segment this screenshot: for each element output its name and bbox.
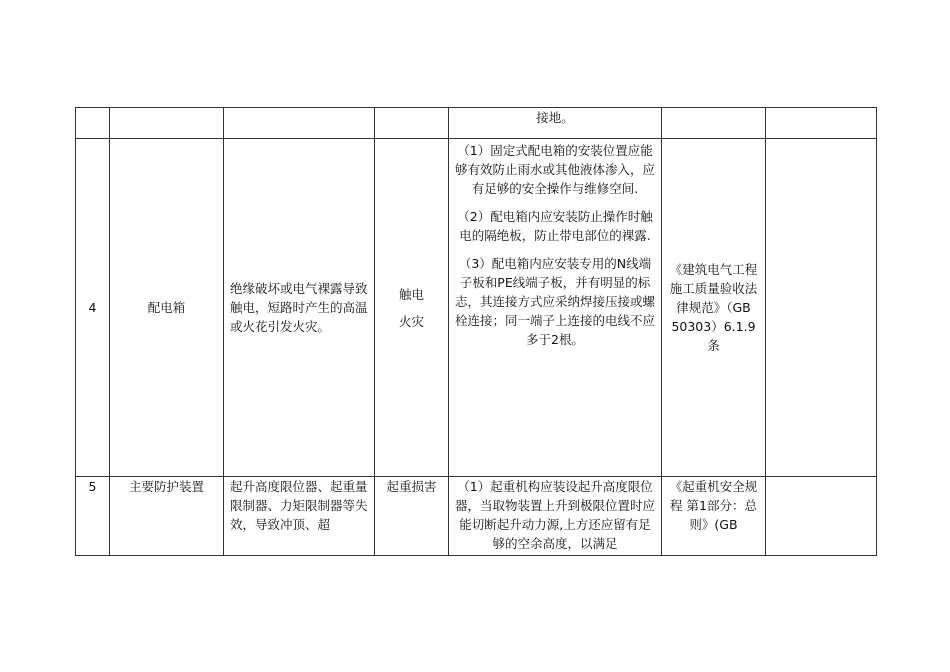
requirement-text: （3）配电箱内应安装专用的N线端子板和PE线端子板，并有明显的标志，其连接方式应采纳焊接压接或螺栓连接；同一端子上连接的电线不应多于2根。 <box>455 256 656 347</box>
cell-cause <box>224 108 375 139</box>
cell-remark <box>766 108 877 139</box>
cell-no: 4 <box>76 139 110 477</box>
cell-cause: 起升高度限位器、起重量限制器、力矩限制器等失效，导致冲顶、超 <box>224 477 375 556</box>
table-row <box>76 108 877 139</box>
table-row <box>76 477 877 556</box>
cell-item <box>110 108 224 139</box>
cell-basis: 《建筑电气工程施工质量验收法律规范》（GB 50303）6.1.9条 <box>662 139 766 477</box>
hazard-table <box>75 107 877 556</box>
hazard-type: 触电 <box>398 286 424 302</box>
cell-basis <box>662 108 766 139</box>
cell-hazard <box>375 108 449 139</box>
cell-cause: 绝缘破坏或电气裸露导致触电，短路时产生的高温或火花引发火灾。 <box>224 139 375 477</box>
cell-requirements <box>449 477 662 556</box>
cell-item: 配电箱 <box>110 139 224 477</box>
cell-basis: 《起重机安全规程 第1部分：总则》(GB <box>662 477 766 556</box>
table-row <box>76 139 877 477</box>
hazard-type: 起重损害 <box>386 479 437 494</box>
requirement-text: （2）配电箱内应安装防止操作时触电的隔绝板，防止带电部位的裸露. <box>457 209 653 243</box>
cell-remark <box>766 139 877 477</box>
cell-hazard <box>375 139 449 477</box>
cell-no: 5 <box>76 477 110 556</box>
cell-item: 主要防护装置 <box>110 477 224 556</box>
cell-no <box>76 108 110 139</box>
cell-hazard <box>375 477 449 556</box>
cell-requirements <box>449 108 662 139</box>
requirement-text: 接地。 <box>536 110 574 125</box>
cell-remark <box>766 477 877 556</box>
requirement-text: （1）起重机构应装设起升高度限位器，当取物装置上升到极限位置时应能切断起升动力源,上方还应留有足够的空余高度，以满足 <box>455 479 656 551</box>
cell-requirements <box>449 139 662 477</box>
hazard-type: 火灾 <box>398 313 424 329</box>
requirement-text: （1）固定式配电箱的安装位置应能够有效防止雨水或其他液体渗入，应有足够的安全操作与维修空间. <box>455 143 656 196</box>
